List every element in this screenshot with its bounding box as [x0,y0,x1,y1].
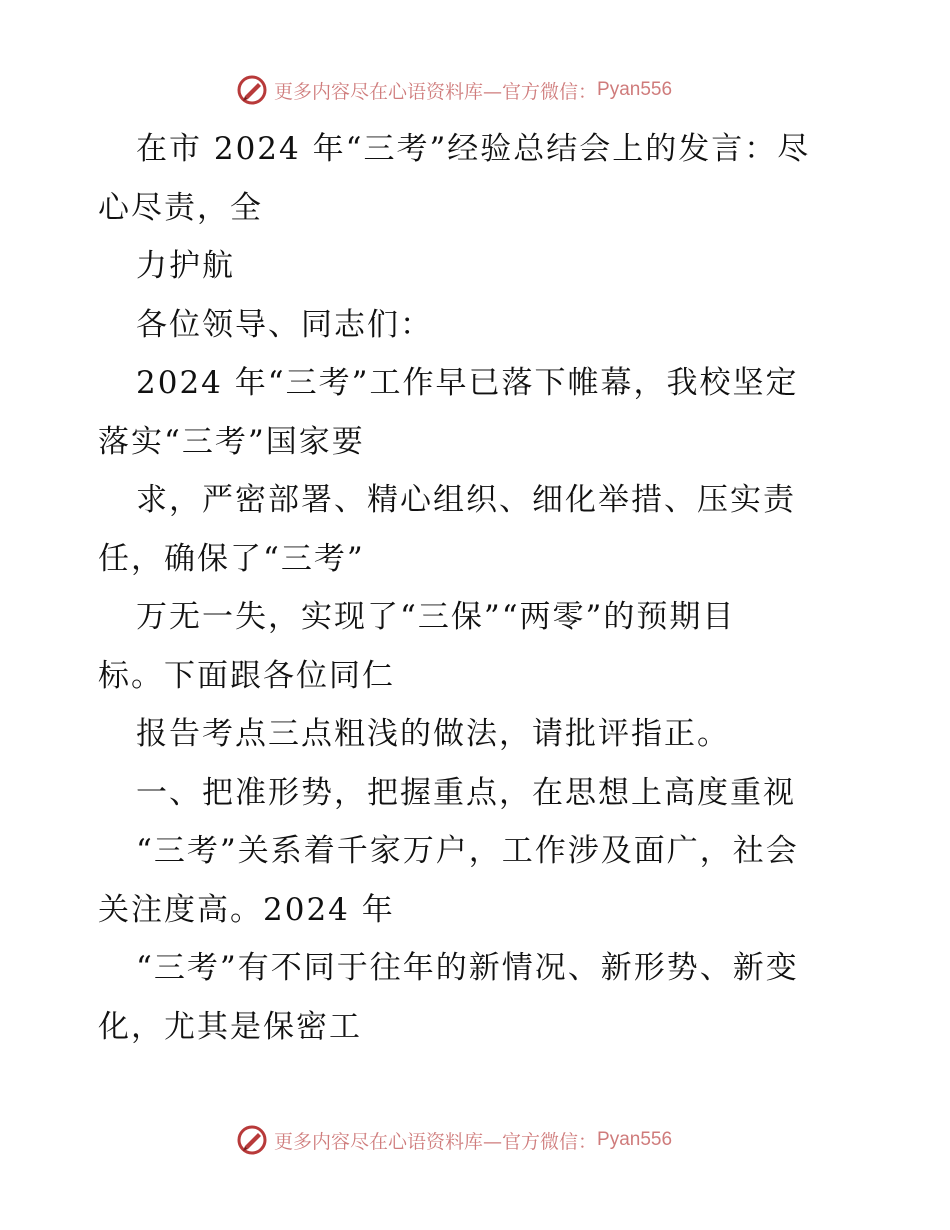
footer-banner-wechat-id: Pyan556 [597,1129,673,1150]
doc-line: 求，严密部署、精心组织、细化举措、压实责 [136,482,796,518]
doc-line: 化，尤其是保密工 [98,1008,362,1045]
doc-line: 力护航 [136,248,235,284]
header-banner[interactable] [236,72,716,108]
doc-line: “三考”有不同于往年的新情况、新形势、新变 [136,950,799,986]
doc-line: “三考”关系着千家万户，工作涉及面广，社会 [136,833,799,869]
pen-logo-icon [236,74,268,106]
doc-line: 各位领导、同志们： [136,306,433,343]
pen-logo-icon [236,1124,268,1156]
doc-line: 2024 年“三考”工作早已落下帷幕，我校坚定 [136,365,799,401]
footer-banner[interactable] [236,1122,716,1158]
header-banner-text: 更多内容尽在心语资料库—官方微信： [274,80,598,103]
footer-banner-text: 更多内容尽在心语资料库—官方微信： [274,1130,598,1153]
doc-line: 标。下面跟各位同仁 [98,657,395,694]
doc-line: 关注度高。2024 年 [98,891,395,928]
doc-line: 一、把准形势，把握重点，在思想上高度重视 [136,774,796,811]
doc-line: 心尽责，全 [98,189,263,226]
doc-line: 万无一失，实现了“三保”“两零”的预期目 [136,599,736,635]
doc-line: 落实“三考”国家要 [98,423,365,460]
doc-line: 任，确保了“三考” [98,540,365,577]
header-banner-wechat-id: Pyan556 [597,79,673,100]
doc-line: 在市 2024 年“三考”经验总结会上的发言：尽 [136,131,811,167]
doc-line: 报告考点三点粗浅的做法，请批评指正。 [136,716,730,752]
document-body [98,120,858,1056]
